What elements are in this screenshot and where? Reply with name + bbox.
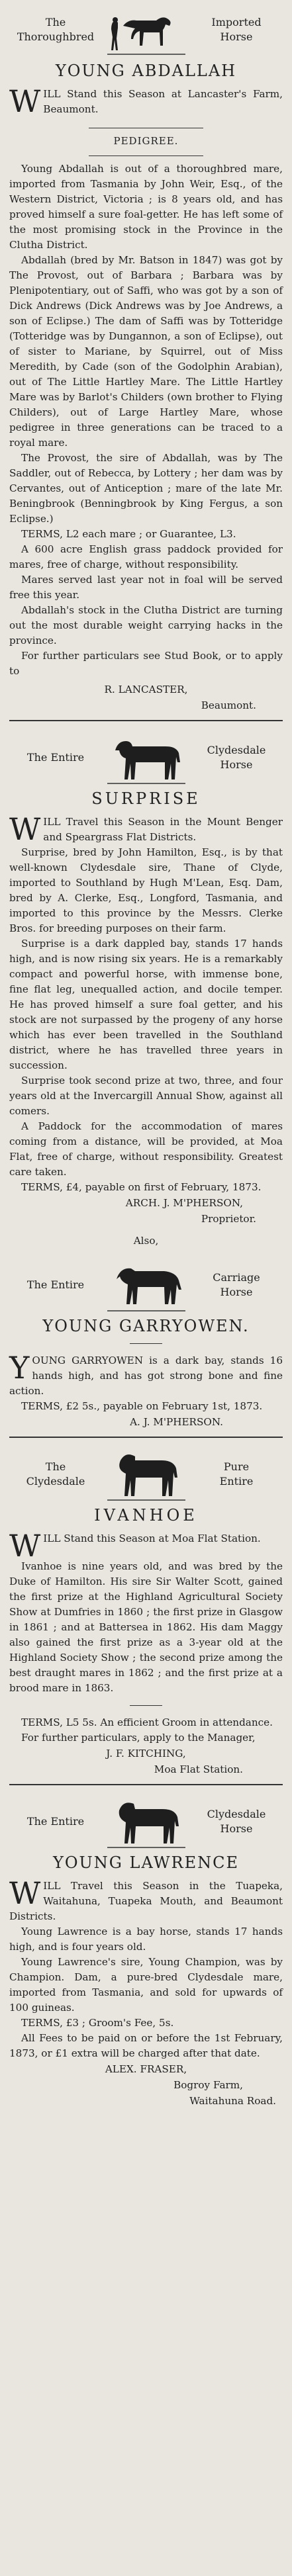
signature-line-2: Bogroy Farm,: [173, 2079, 243, 2091]
paragraph: Mares served last year not in foal will be served free this year.: [9, 574, 283, 601]
divider: [89, 155, 203, 156]
paragraph: For further particulars see Stud Book, or to apply to: [9, 650, 283, 677]
ad-intro: WILL Travel this Season in the Mount Benger and Speargrass Flat Districts.: [9, 811, 283, 847]
signature-name: ARCH. J. M'PHERSON,: [125, 1197, 243, 1209]
advertisement-young-lawrence: [9, 1792, 283, 2109]
header-left-text: The Entire: [26, 751, 85, 764]
drop-cap: W: [9, 811, 41, 847]
draught-horse-illustration: [103, 731, 189, 785]
paragraph: Abdallah (bred by Mr. Batson in 1847) was got by The Provost, out of Barbara ; Barbara was by Plenipotentiary, out of Saffi, who was got by a son of Dick Andrews (Dick Andrews was by Joe Andrews, a son of Eclipse.) The dam of Saffi was by Totteridge (Totteridge was by Dungannon, a son of Eclipse), out of sister to Mariane, by Squirrel, out of Miss Meredith, by Cade (son of the Godolphin Arabian), out of The Little Hartley Mare. The Little Hartley Mare was by Barlot's Childers (own brother to Flying Childers), out of Large Hartley Mare, whose pedigree in three generations can be traced to a royal mare.: [9, 254, 283, 449]
horse-name: YOUNG GARRYOWEN.: [42, 1317, 250, 1335]
paragraph: Young Lawrence's sire, Young Champion, was by Champion. Dam, a pure-bred Clydesdale mare, imported from Tasmania, and sold for upwards of 100 guineas.: [9, 1956, 283, 2014]
header-right-text: Pure Entire: [219, 1460, 254, 1488]
ad-intro: WILL Travel this Season in the Tuapeka, Waitahuna, Tuapeka Mouth, and Beaumont Districts.: [9, 1875, 283, 1922]
signature-name: J. F. KITCHING,: [106, 1748, 186, 1759]
horse-name: YOUNG ABDALLAH: [55, 62, 237, 80]
drop-cap: Y: [9, 1350, 30, 1386]
header-left-text: The Clydesdale: [26, 1460, 85, 1488]
header-right-text: Clydesdale Horse: [207, 744, 266, 771]
terms: TERMS, £3 ; Groom's Fee, 5s.: [21, 2017, 174, 2029]
header-right-text: Clydesdale Horse: [207, 1808, 266, 1835]
ad-separator: [9, 720, 283, 721]
paragraph: Abdallah's stock in the Clutha District are turning out the most durable weight carrying hacks in the province.: [9, 604, 283, 646]
paragraph: A Paddock for the accommodation of mares coming from a distance, will be provided, at Moa Flat, free of charge, without responsibility. Greatest care taken.: [9, 1120, 283, 1178]
header-right-text: Carriage Horse: [213, 1271, 260, 1298]
advertisement-young-garryowen: [9, 1255, 283, 1438]
paragraph: Surprise took second prize at two, three, and four years old at the Invercargill Annual Show, against all comers.: [9, 1075, 283, 1117]
paragraph: The Provost, the sire of Abdallah, was by The Saddler, out of Rebecca, by Lottery ; her dam was by Cervantes, out of Antiception ; mare of the late Mr. Beningbrook (Benningbrook by King Fergus, a son Eclipse.): [9, 452, 283, 525]
ad-header: [9, 1792, 283, 1851]
header-right-text: Imported Horse: [211, 16, 262, 43]
drop-cap: W: [9, 83, 41, 119]
clydesdale-horse-illustration: [103, 1447, 189, 1501]
pedigree-heading: PEDIGREE.: [113, 135, 179, 147]
clydesdale-horse-illustration: [103, 1795, 189, 1849]
paragraph: Young Lawrence is a bay horse, stands 17 hands high, and is four years old.: [9, 1926, 283, 1953]
advertisement-surprise: [9, 728, 283, 1249]
also-text: Also,: [133, 1235, 159, 1247]
terms: TERMS, L5 5s. An efficient Groom in attendance.: [21, 1716, 273, 1728]
ad-header: [9, 1444, 283, 1504]
signature-name: ALEX. FRASER,: [105, 2063, 187, 2075]
terms: TERMS, £2 5s., payable on February 1st, 1873.: [21, 1400, 263, 1412]
terms: TERMS, L2 each mare ; or Guarantee, L3.: [21, 528, 236, 540]
horse-name: SURPRISE: [91, 789, 201, 808]
header-left-text: The Entire: [26, 1278, 85, 1291]
drop-cap: W: [9, 1875, 41, 1911]
signature-line-3: Waitahuna Road.: [189, 2095, 276, 2107]
ad-intro: WILL Stand this Season at Lancaster's Farm, Beaumont.: [9, 83, 283, 119]
ad-header: [9, 728, 283, 787]
horse-with-groom-illustration: [103, 3, 189, 57]
carriage-horse-illustration: [103, 1258, 189, 1312]
signature-place: Moa Flat Station.: [154, 1763, 243, 1775]
terms: TERMS, £4, payable on first of February, 1873.: [21, 1181, 262, 1193]
drop-cap: W: [9, 1528, 41, 1564]
ad-header: [9, 0, 283, 60]
horse-name: IVANHOE: [94, 1506, 198, 1525]
ad-header: [9, 1255, 283, 1315]
ad-separator: [9, 1784, 283, 1785]
divider: [130, 1705, 163, 1706]
ad-intro: WILL Stand this Season at Moa Flat Station.: [9, 1528, 261, 1564]
paragraph: A 600 acre English grass paddock provided for mares, free of charge, without responsibility.: [9, 543, 283, 570]
horse-name: YOUNG LAWRENCE: [53, 1853, 239, 1872]
paragraph: Ivanhoe is nine years old, and was bred by the Duke of Hamilton. His sire Sir Walter Scott, gained the first prize at the Highland Agricultural Society Show at Dumfries in 1860 ; the first prize in Glasgow in 1861 ; and at Battersea in 1862. His dam Maggy also gained the first prize as a 3-year old at the Highland Society Show ; the second prize among the best draught mares in 1862 ; and the first prize at a brood mare in 1863.: [9, 1560, 283, 1694]
advertisement-ivanhoe: [9, 1444, 283, 1785]
paragraph: Surprise is a dark dappled bay, stands 17 hands high, and is now rising six years. He is a remarkably compact and powerful horse, with immense bone, fine flat leg, unequalled action, and docile temper. He has proved himself a sure foal getter, and his stock are not surpassed by the progeny of any horse which has ever been travelled in the Southland district, where he has travelled three years in succession.: [9, 938, 283, 1071]
header-left-text: The Entire: [26, 1815, 85, 1828]
header-left-text: The Thoroughbred: [17, 16, 95, 43]
advertisement-young-abdallah: [9, 0, 283, 721]
signature-name: A. J. M'PHERSON.: [130, 1416, 223, 1428]
signature-place: Beaumont.: [201, 699, 256, 711]
signature-role: Proprietor.: [201, 1213, 256, 1225]
paragraph: Surprise, bred by John Hamilton, Esq., is by that well-known Clydesdale sire, Thane of Clyde, imported to Southland by Hugh M'Lean, Esq. Dam, bred by A. Clerke, Esq., Longford, Tasmania, and imported to this province by the Messrs. Clerke Bros. for breeding purposes on their farm.: [9, 846, 283, 934]
paragraph: For further particulars, apply to the Manager,: [21, 1732, 256, 1744]
ad-separator: [9, 1437, 283, 1438]
divider: [130, 1343, 163, 1344]
paragraph: Young Abdallah is out of a thoroughbred mare, imported from Tasmania by John Weir, Esq., of the Western District, Victoria ; is 8 years old, and has proved himself a sure foal-getter. He has left some of the most promising stock in the Province in the Clutha District.: [9, 163, 283, 251]
paragraph: All Fees to be paid on or before the 1st February, 1873, or £1 extra will be charged after that date.: [9, 2032, 283, 2059]
ad-intro: YOUNG GARRYOWEN is a dark bay, stands 16 hands high, and has got strong bone and fine action.: [9, 1350, 283, 1397]
signature-name: R. LANCASTER,: [104, 684, 188, 695]
